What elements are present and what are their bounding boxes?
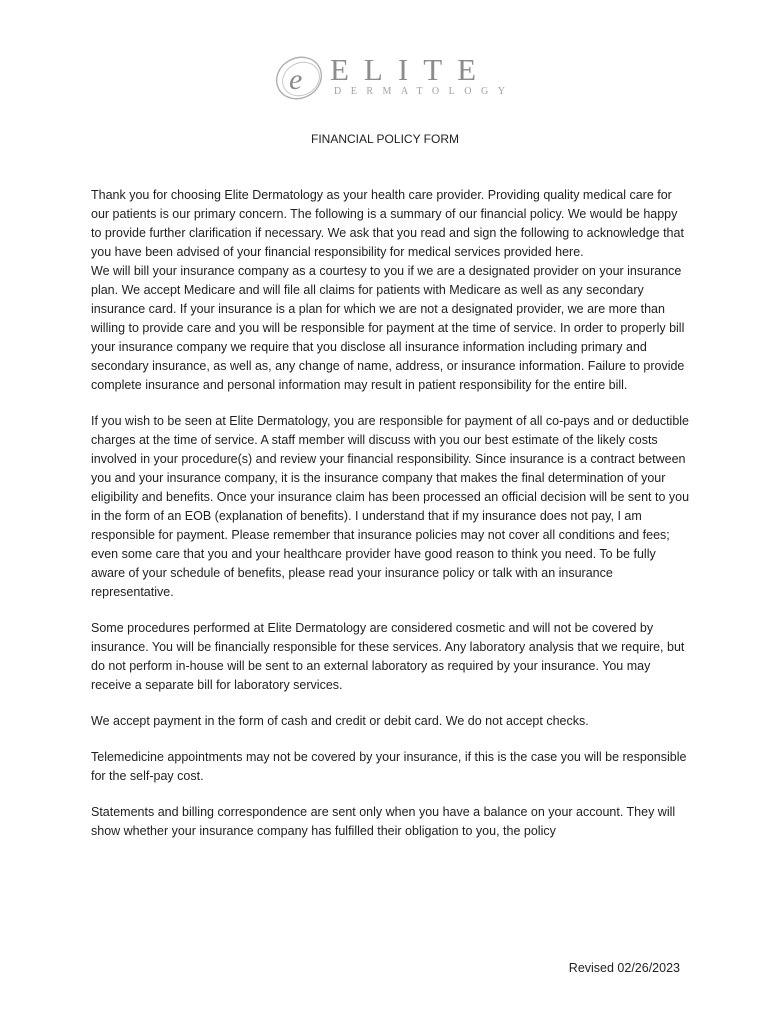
elite-dermatology-logo	[270, 52, 515, 104]
paragraph-intro: Thank you for choosing Elite Dermatology as your health care provider. Providing quality medical care for our patients is our primary concern. The following is a summary of our financial policy. We would be happy to provide further clarification if necessary. We ask that you read and sign the following to acknowledge that you have been advised of your financial responsibility for medical services provided here.	[91, 188, 684, 259]
policy-body	[91, 186, 691, 858]
logo-brand-text: ELITE	[330, 52, 492, 87]
logo-e-monogram-icon	[270, 52, 330, 104]
revised-date: Revised 02/26/2023	[568, 961, 680, 975]
page-title: FINANCIAL POLICY FORM	[310, 132, 460, 146]
paragraph-copays: If you wish to be seen at Elite Dermatology, you are responsible for payment of all co-pays and or deductible charges at the time of service. A staff member will discuss with you our best estimate of the likely costs involved in your procedure(s) and review your financial responsibility. Since insurance is a contract between you and your insurance company, it is the insurance company that makes the final determination of your eligibility and benefits. Once your insurance claim has been processed an official decision will be sent to you in the form of an EOB (explanation of benefits). I understand that if my insurance does not pay, I am responsible for payment. Please remember that insurance policies may not cover all conditions and fees; even some care that you and your healthcare provider have good reason to think you need. To be fully aware of your schedule of benefits, please read your insurance policy or talk with an insurance representative.	[91, 414, 690, 599]
paragraph-insurance-billing: We will bill your insurance company as a courtesy to you if we are a designated provider on your insurance plan. We accept Medicare and will file all claims for patients with Medicare as well as any secondary insurance card. If your insurance is a plan for which we are not a designated provider, we are more than willing to provide care and you will be responsible for payment at the time of service. In order to properly bill your insurance company we require that you disclose all insurance information including primary and secondary insurance, as well as, any change of name, address, or insurance information. Failure to provide complete insurance and personal information may result in patient responsibility for the entire bill.	[91, 264, 685, 392]
paragraph-intro-group	[91, 186, 691, 395]
paragraph-statements: Statements and billing correspondence are sent only when you have a balance on your account. They will show whether your insurance company has fulfilled their obligation to you, the policy	[91, 805, 676, 838]
paragraph-payment-methods: We accept payment in the form of cash and credit or debit card. We do not accept checks.	[91, 714, 589, 728]
logo-subtitle-text: DERMATOLOGY	[334, 86, 515, 97]
svg-text:e: e	[289, 63, 303, 96]
paragraph-cosmetic: Some procedures performed at Elite Dermatology are considered cosmetic and will not be covered by insurance. You will be financially responsible for these services. Any laboratory analysis that we require, but do not perform in-house will be sent to an external laboratory as required by your insurance. You may receive a separate bill for laboratory services.	[91, 621, 685, 692]
paragraph-telemedicine: Telemedicine appointments may not be covered by your insurance, if this is the case you will be responsible for the self-pay cost.	[91, 750, 687, 783]
